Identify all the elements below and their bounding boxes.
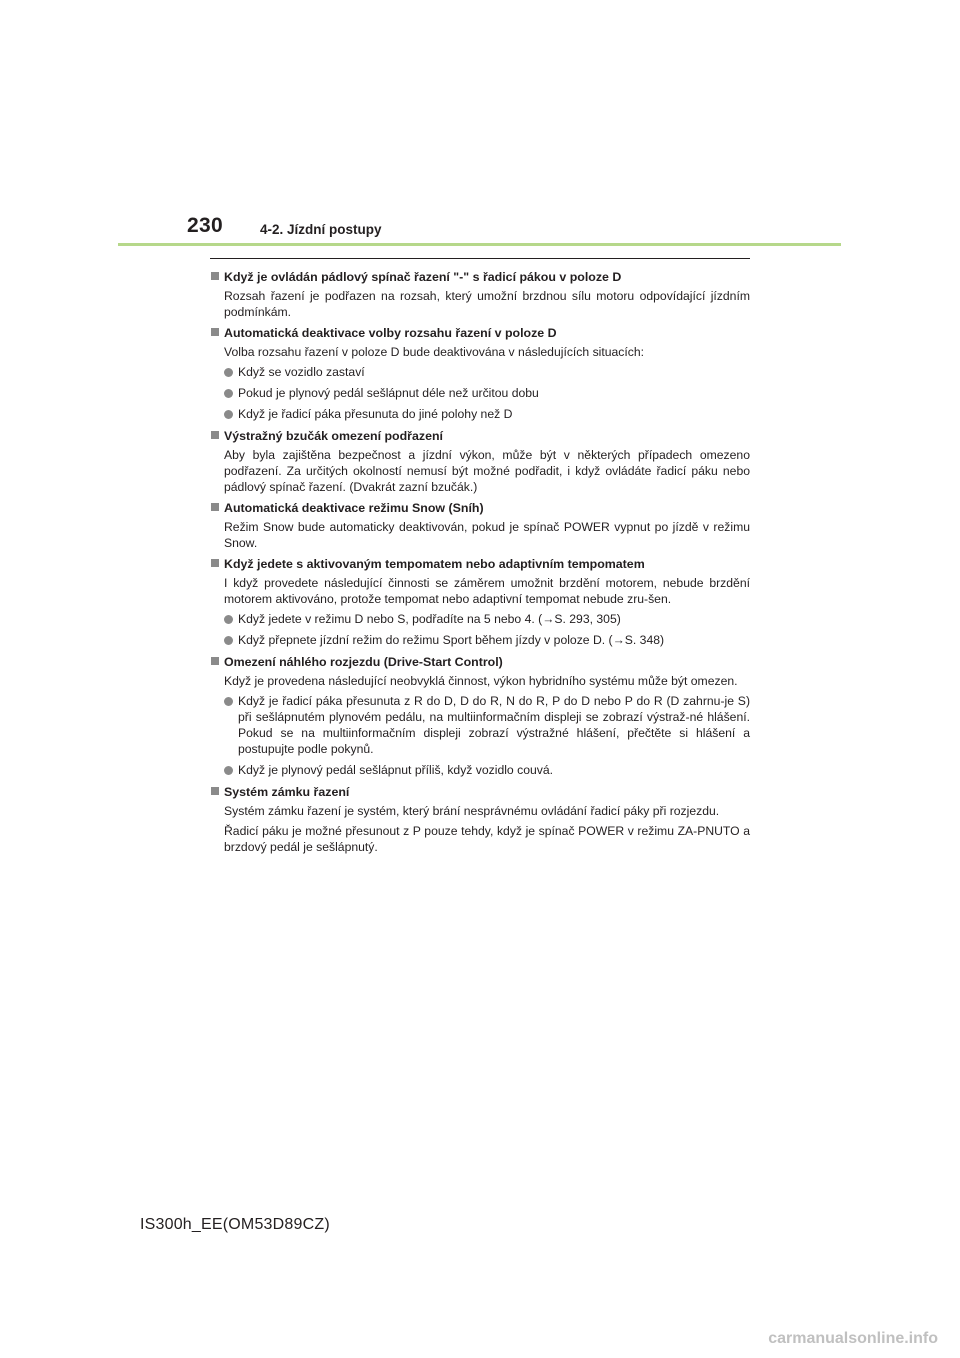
list-item: Když přepnete jízdní režim do režimu Sport během jízdy v poloze D. (→S. 348)	[209, 632, 750, 648]
square-bullet-icon	[211, 431, 219, 439]
section	[209, 555, 750, 648]
content-rule	[210, 258, 750, 259]
section	[209, 324, 750, 422]
paragraph: Volba rozsahu řazení v poloze D bude deaktivována v následujících situacích:	[224, 345, 645, 359]
section-heading: Výstražný bzučák omezení podřazení	[209, 427, 750, 445]
header-rule	[118, 243, 841, 246]
paragraph: Aby byla zajištěna bezpečnost a jízdní výkon, může být v některých případech omezeno podřazení. Za určitých okolností nemusí být možné podřadit, i když ovládáte řadicí páku nebo pádlový spínač řazení. (Dvakrát zazní bzučák.)	[224, 448, 750, 494]
square-bullet-icon	[211, 503, 219, 511]
circle-bullet-icon	[224, 368, 233, 377]
watermark-link[interactable]: carmanualsonline.info	[768, 1330, 938, 1347]
paragraph: I když provedete následující činnosti se záměrem umožnit brzdění motorem, nebude brzdění motorem aktivováno, protože tempomat nebo adaptivní tempomat nebude zru-šen.	[224, 576, 750, 606]
section	[209, 653, 750, 778]
list-item: Když je řadicí páka přesunuta do jiné polohy než D	[209, 406, 750, 422]
section	[209, 268, 750, 320]
list-item: Pokud je plynový pedál sešlápnut déle než určitou dobu	[209, 385, 750, 401]
circle-bullet-icon	[224, 636, 233, 645]
list-item: Když jedete v režimu D nebo S, podřadíte na 5 nebo 4. (→S. 293, 305)	[209, 611, 750, 627]
paragraph: Rozsah řazení je podřazen na rozsah, který umožní brzdnou sílu motoru odpovídající jízdním podmínkám.	[224, 289, 750, 319]
section	[209, 499, 750, 551]
paragraph: Když je provedena následující neobvyklá činnost, výkon hybridního systému může být omezen.	[224, 674, 738, 688]
square-bullet-icon	[211, 657, 219, 665]
circle-bullet-icon	[224, 389, 233, 398]
list-item: Když je plynový pedál sešlápnut příliš, když vozidlo couvá.	[209, 762, 750, 778]
section-heading: Když jedete s aktivovaným tempomatem nebo adaptivním tempomatem	[209, 555, 750, 573]
content	[209, 268, 750, 859]
section	[209, 783, 750, 855]
section-heading: Automatická deaktivace režimu Snow (Sníh)	[209, 499, 750, 517]
circle-bullet-icon	[224, 697, 233, 706]
paragraph: Systém zámku řazení je systém, který brání nesprávnému ovládání řadicí páky při rozjezdu.	[224, 804, 720, 818]
section-heading: Když je ovládán pádlový spínač řazení "-" s řadicí pákou v poloze D	[209, 268, 750, 286]
list-item: Když se vozidlo zastaví	[209, 364, 750, 380]
paragraph: Řadicí páku je možné přesunout z P pouze tehdy, když je spínač POWER v režimu ZA-PNUTO a brzdový pedál je sešlápnutý.	[224, 824, 750, 854]
section-heading: Omezení náhlého rozjezdu (Drive-Start Control)	[209, 653, 750, 671]
section	[209, 427, 750, 495]
square-bullet-icon	[211, 787, 219, 795]
square-bullet-icon	[211, 328, 219, 336]
square-bullet-icon	[211, 272, 219, 280]
circle-bullet-icon	[224, 410, 233, 419]
circle-bullet-icon	[224, 766, 233, 775]
page-number: 230	[187, 214, 223, 237]
circle-bullet-icon	[224, 615, 233, 624]
section-heading: Automatická deaktivace volby rozsahu řazení v poloze D	[209, 324, 750, 342]
paragraph: Režim Snow bude automaticky deaktivován, pokud je spínač POWER vypnut po jízdě v režimu Snow.	[224, 520, 750, 550]
list-item: Když je řadicí páka přesunuta z R do D, D do R, N do R, P do D nebo P do R (D zahrnu-je S) při sešlápnutém plynovém pedálu, na multiinformačním displeji se zobrazí výstraž-né hlášení. Pokud se na multiinformačním displeji zobrazí výstražné hlášení, přečtěte si hlášení a postupujte podle pokynů.	[209, 693, 750, 757]
section-title: 4-2. Jízdní postupy	[260, 222, 382, 237]
model-code: IS300h_EE(OM53D89CZ)	[140, 1216, 330, 1233]
section-heading: Systém zámku řazení	[209, 783, 750, 801]
square-bullet-icon	[211, 559, 219, 567]
